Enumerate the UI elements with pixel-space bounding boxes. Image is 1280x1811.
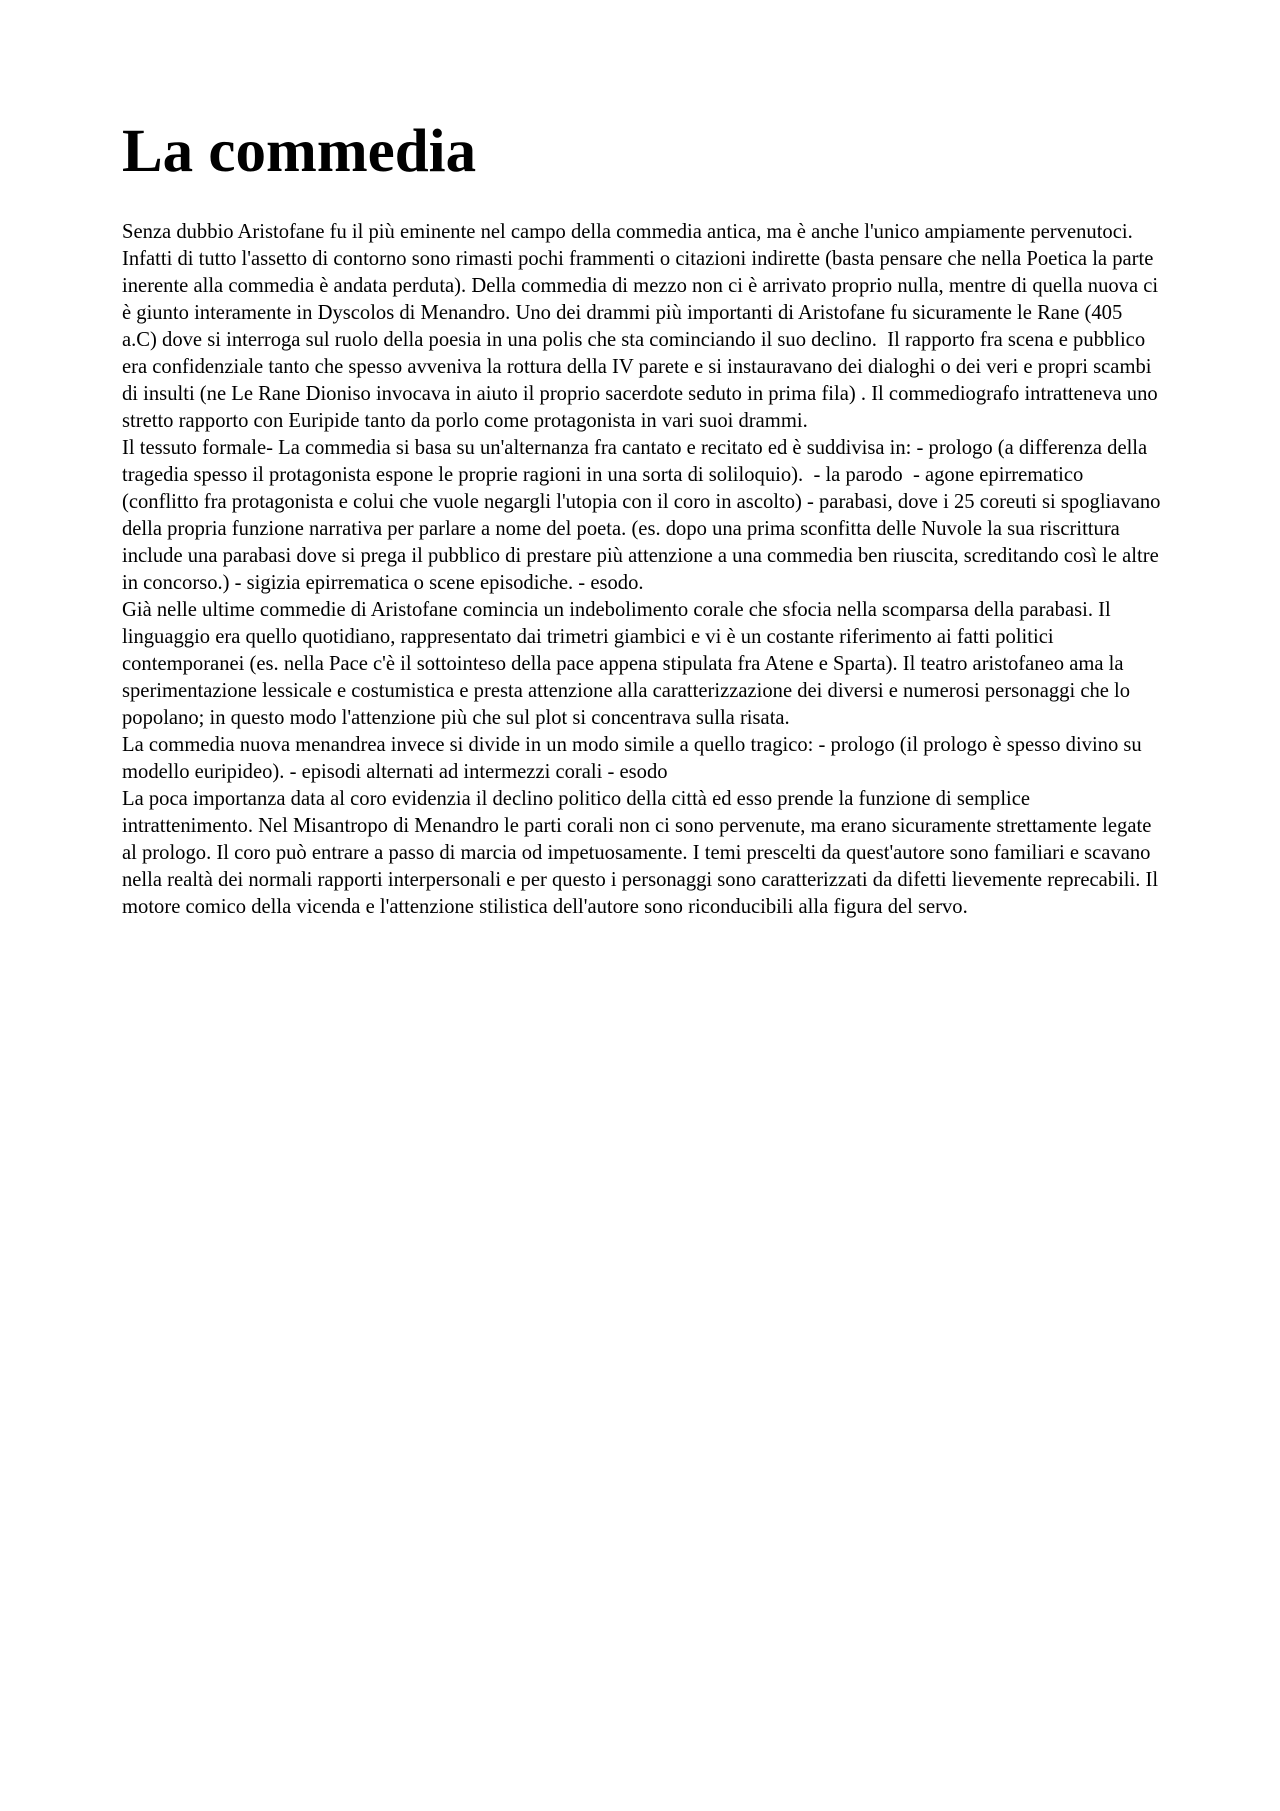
document-body xyxy=(122,219,1166,921)
paragraph-coro-declino: La poca importanza data al coro evidenzia il declino politico della città ed esso prende la funzione di semplice intrattenimento. Nel Misantropo di Menandro le parti corali non ci sono pervenute, ma erano sicuramente strettamente legate al prologo. Il coro può entrare a passo di marcia od impetuosamente. I temi prescelti da quest'autore sono familiari e scavano nella realtà dei normali rapporti interpersonali e per questo i personaggi sono caratterizzati da difetti lievemente reprecabili. Il motore comico della vicenda e l'attenzione stilistica dell'autore sono riconducibili alla figura del servo. xyxy=(122,788,1164,919)
document-page xyxy=(122,118,1166,921)
paragraph-commedia-nuova: La commedia nuova menandrea invece si divide in un modo simile a quello tragico: - prologo (il prologo è spesso divino su modello euripideo). - episodi alternati ad intermezzi corali - esodo xyxy=(122,734,1147,784)
paragraph-tessuto-formale: Il tessuto formale- La commedia si basa su un'alternanza fra cantato e recitato ed è suddivisa in: - prologo (a differenza della tragedia spesso il protagonista espone le proprie ragioni in una sorta di soliloquio). - la parodo - agone epirrematico (conflitto fra protagonista e colui che vuole negargli l'utopia con il coro in ascolto) - parabasi, dove i 25 coreuti si spogliavano della propria funzione narrativa per parlare a nome del poeta. (es. dopo una prima sconfitta delle Nuvole la sua riscrittura include una parabasi dove si prega il pubblico di prestare più attenzione a una commedia ben riuscita, screditando così le altre in concorso.) - sigizia epirrematica o scene episodiche. - esodo. xyxy=(122,437,1166,595)
paragraph-ultime-commedie: Già nelle ultime commedie di Aristofane comincia un indebolimento corale che sfocia nella scomparsa della parabasi. Il linguaggio era quello quotidiano, rappresentato dai trimetri giambici e vi è un costante riferimento ai fatti politici contemporanei (es. nella Pace c'è il sottointeso della pace appena stipulata fra Atene e Sparta). Il teatro aristofaneo ama la sperimentazione lessicale e costumistica e presta attenzione alla caratterizzazione dei diversi e numerosi personaggi che lo popolano; in questo modo l'attenzione più che sul plot si concentrava sulla risata. xyxy=(122,599,1136,730)
paragraph-aristofane-intro: Senza dubbio Aristofane fu il più eminente nel campo della commedia antica, ma è anche l'unico ampiamente pervenutoci. Infatti di tutto l'assetto di contorno sono rimasti pochi frammenti o citazioni indirette (basta pensare che nella Poetica la parte inerente alla commedia è andata perduta). Della commedia di mezzo non ci è arrivato proprio nulla, mentre di quella nuova ci è giunto interamente in Dyscolos di Menandro. Uno dei drammi più importanti di Aristofane fu sicuramente le Rane (405 a.C) dove si interroga sul ruolo della poesia in una polis che sta cominciando il suo declino. Il rapporto fra scena e pubblico era confidenziale tanto che spesso avveniva la rottura della IV parete e si instauravano dei dialoghi o dei veri e propri scambi di insulti (ne Le Rane Dioniso invocava in aiuto il proprio sacerdote seduto in prima fila) . Il commediografo intratteneva uno stretto rapporto con Euripide tanto da porlo come protagonista in vari suoi drammi. xyxy=(122,221,1164,433)
document-title: La commedia xyxy=(122,118,477,185)
